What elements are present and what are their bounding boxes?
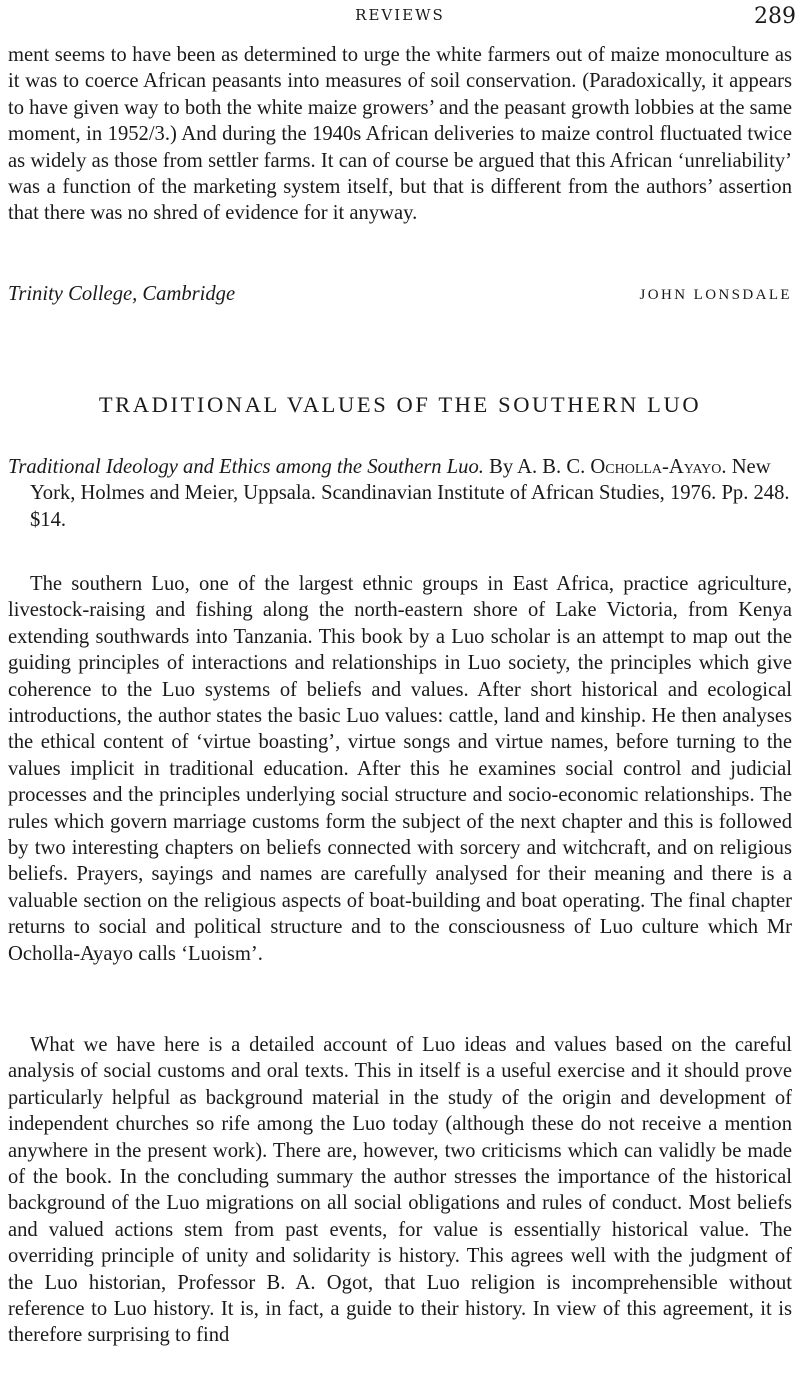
running-title: REVIEWS <box>355 6 445 24</box>
review-paragraph: What we have here is a detailed account of Luo ideas and values based on the careful analysis of social customs and oral texts. This in itself is a useful exercise and it should prove particularly helpful as background material in the study of the origin and development of independent churches so rife among the Luo today (although these do not receive a mention anywhere in the present work). There are, however, two criticisms which can validly be made of the book. In the concluding summary the author stresses the importance of the historical background of the Luo migrations on all social obligations and rules of conduct. Most beliefs and valued actions stem from past events, for value is essentially historical value. The overriding principle of unity and solidarity is history. This agrees well with the judgment of the Luo historian, Professor B. A. Ogot, that Luo religion is incomprehensible without reference to Luo history. It is, in fact, a guide to their history. In view of this agreement, it is therefore surprising to find <box>8 1034 792 1347</box>
book-title: Traditional Ideology and Ethics among the Southern Luo. <box>8 456 484 478</box>
page-number: 289 <box>754 4 796 29</box>
review-paragraph: The southern Luo, one of the largest ethnic groups in East Africa, practice agriculture, livestock-raising and fishing along the north-eastern shore of Lake Victoria, from Kenya extending southwards into Tanzania. This book by a Luo scholar is an attempt to map out the guiding principles of interactions and relationships in Luo society, the principles which give coherence to the Luo systems of beliefs and values. After short historical and ecological introductions, the author states the basic Luo values: cattle, land and kinship. He then analyses the ethical content of ‘virtue boasting’, virtue songs and virtue names, before turning to the values implicit in traditional education. After this he examines social control and judicial processes and the principles underlying social structure and socio-economic relationships. The rules which govern marriage customs form the subject of the next chapter and this is followed by two interesting chapters on beliefs connected with sorcery and witchcraft, and on religious beliefs. Prayers, sayings and names are carefully analysed for their meaning and there is a valuable section on the religious aspects of boat-building and boat operating. The final chapter returns to social and political structure and to the consciousness of Luo culture which Mr Ocholla-Ayayo calls ‘Luoism’. <box>8 573 792 965</box>
book-by: By A. B. C. <box>489 456 586 478</box>
book-publication: New York, Holmes and Meier, Uppsala. Scandinavian Institute of African Studies, 1976. Pp. 248. $14. <box>30 456 790 531</box>
reviewer-signature <box>8 283 792 311</box>
book-author: Ocholla-Ayayo. <box>590 456 727 478</box>
reviewer-name: JOHN LONSDALE <box>639 287 792 303</box>
book-citation <box>8 454 792 533</box>
review-title: TRADITIONAL VALUES OF THE SOUTHERN LUO <box>98 392 702 417</box>
reviewer-institution: Trinity College, Cambridge <box>8 283 236 305</box>
running-head <box>0 4 800 30</box>
previous-review-continuation: ment seems to have been as determined to urge the white farmers out of maize monoculture as it was to coerce African peasants into measures of soil conservation. (Paradoxically, it appears to have given way to both the white maize growers’ and the peasant growth lobbies at the same moment, in 1952/3.) And during the 1940s African deliveries to maize control fluctuated twice as widely as those from settler farms. It can of course be argued that this African ‘unreliability’ was a function of the marketing system itself, but that is different from the authors’ assertion that there was no shred of evidence for it anyway. <box>8 44 792 225</box>
